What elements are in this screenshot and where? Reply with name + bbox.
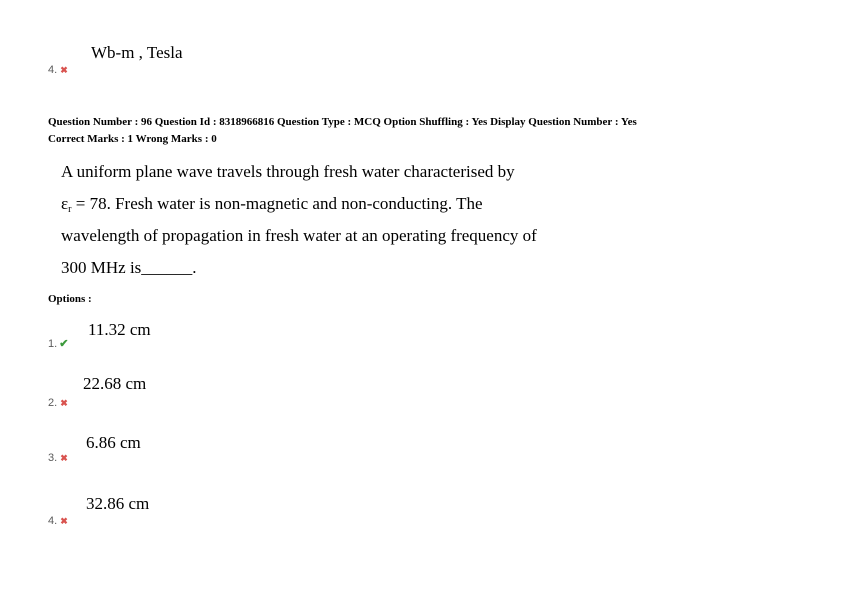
cross-icon: ✖ [60,516,68,526]
prev-option-text: Wb-m , Tesla [91,43,183,62]
option-1-text: 11.32 cm [88,320,151,339]
question-line-3: wavelength of propagation in fresh water at an operating frequency of [61,226,537,245]
option-1-number-label: 1. [48,338,58,350]
epsilon-symbol: ε [61,194,69,213]
option-2-number [48,397,68,409]
cross-icon: ✖ [60,453,68,463]
question-meta-line1: Question Number : 96 Question Id : 8318966816 Question Type : MCQ Option Shuffling : Yes Display Question Number : Yes [48,116,637,128]
question-line-2 [61,194,483,215]
option-3-number [48,452,68,464]
option-2-text: 22.68 cm [83,374,147,393]
option-1-number [48,337,68,350]
question-line-1: A uniform plane wave travels through fresh water characterised by [61,162,515,181]
option-4-number-label: 4. [48,515,58,527]
question-line-4: 300 MHz is______. [61,258,197,277]
option-3-number-label: 3. [48,452,58,464]
epsilon-subscript: r [68,204,72,215]
question-meta-line2: Correct Marks : 1 Wrong Marks : 0 [48,133,217,145]
cross-icon: ✖ [60,398,68,408]
cross-icon: ✖ [60,65,68,75]
option-2-number-label: 2. [48,397,58,409]
option-3-text: 6.86 cm [86,433,141,452]
prev-option-number-label: 4. [48,64,58,76]
options-label: Options : [48,293,92,305]
option-4-number [48,515,68,527]
check-icon: ✔ [59,338,69,350]
option-4-text: 32.86 cm [86,494,150,513]
prev-option-number [48,64,68,76]
question-line-2-text: = 78. Fresh water is non-magnetic and non-conducting. The [71,194,483,213]
